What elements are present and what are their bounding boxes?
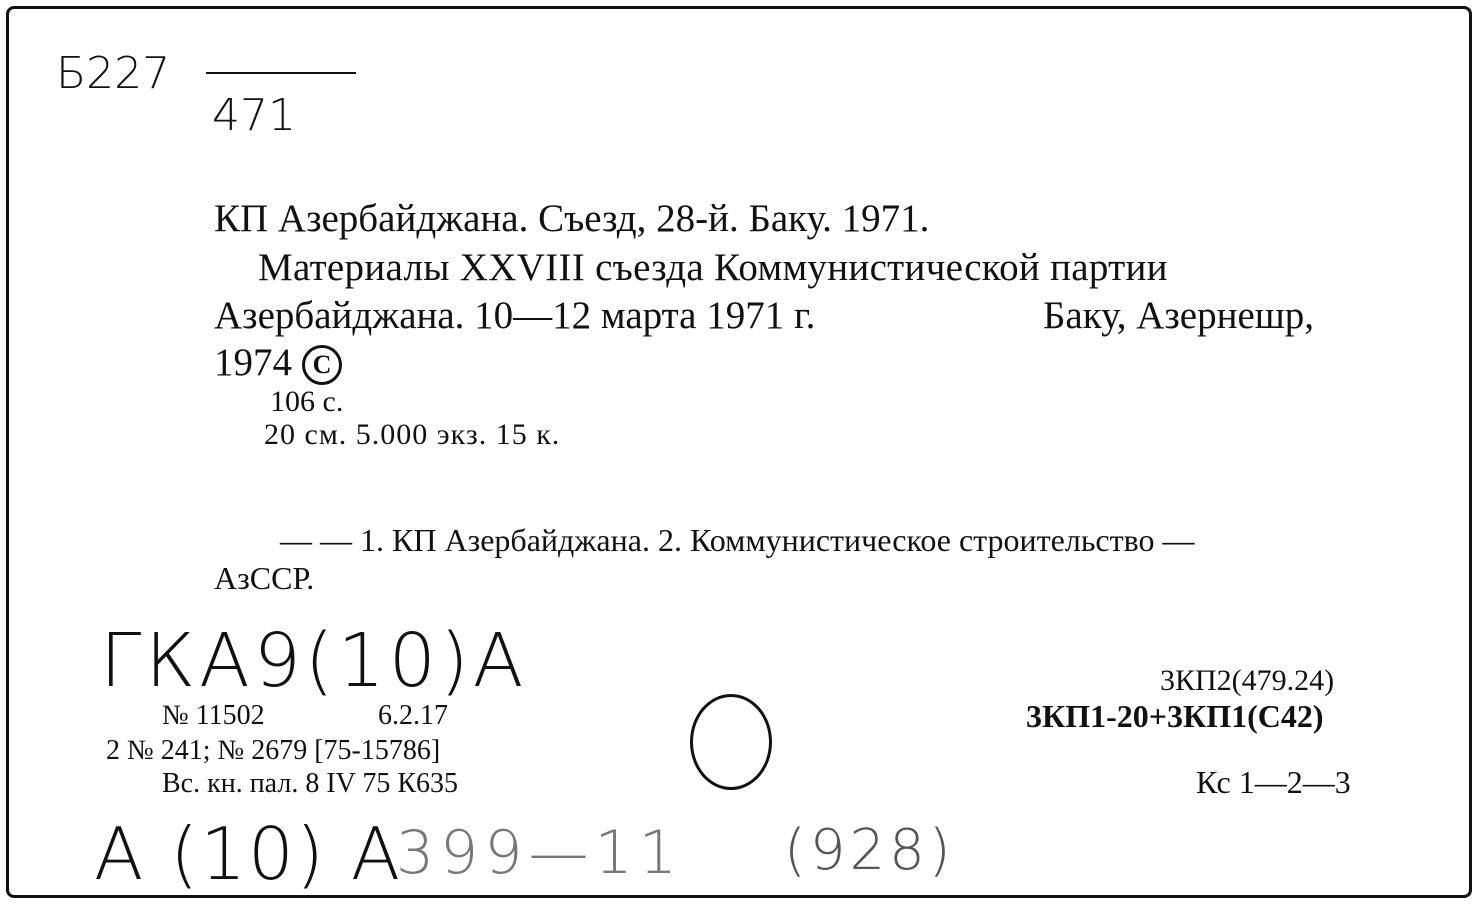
entry-format: 20 см. 5.000 экз. 15 к.: [264, 418, 561, 451]
registry-date: 6.2.17: [378, 700, 448, 731]
subjects-line1: — — 1. КП Азербайджана. 2. Коммунистическое строительство —: [280, 522, 1195, 558]
entry-year: 1974: [214, 341, 292, 384]
registry-line3: Вс. кн. пал. 8 IV 75 К635: [162, 768, 459, 799]
handwritten-mark-mid: ГКА9(10)А: [100, 618, 528, 704]
registry-number: № 11502: [162, 700, 265, 731]
entry-pages: 106 с.: [270, 385, 344, 418]
handwritten-mark-bottom-2: (928): [784, 818, 955, 883]
subjects-line2: АзССР.: [214, 560, 315, 596]
entry-publisher: Баку, Азернешр,: [1043, 294, 1315, 337]
call-number-bottom: 471: [212, 90, 296, 141]
entry-year-line: [214, 340, 342, 385]
call-number-divider: [206, 72, 356, 74]
entry-title-line2: Азербайджана. 10—12 марта 1971 г.: [214, 294, 816, 337]
copyright-icon: C: [302, 345, 342, 385]
entry-title-line1: Материалы XXVIII съезда Коммунистической партии: [258, 246, 1168, 289]
classification-code1: 3КП2(479.24): [1160, 664, 1335, 697]
call-number-top: Б227: [56, 48, 171, 99]
registry-line2: 2 № 241; № 2679 [75-15786]: [106, 735, 441, 766]
handwritten-circle: [690, 694, 772, 790]
classification-code2: 3КП1-20+3КП1(С42): [1026, 698, 1324, 734]
handwritten-mark-bottom: А (10) А: [94, 812, 403, 896]
handwritten-mark-bottom-faint: 399—11: [396, 818, 683, 888]
classification-code3: Кс 1—2—3: [1196, 764, 1351, 800]
entry-heading: КП Азербайджана. Съезд, 28-й. Баку. 1971.: [214, 197, 930, 240]
